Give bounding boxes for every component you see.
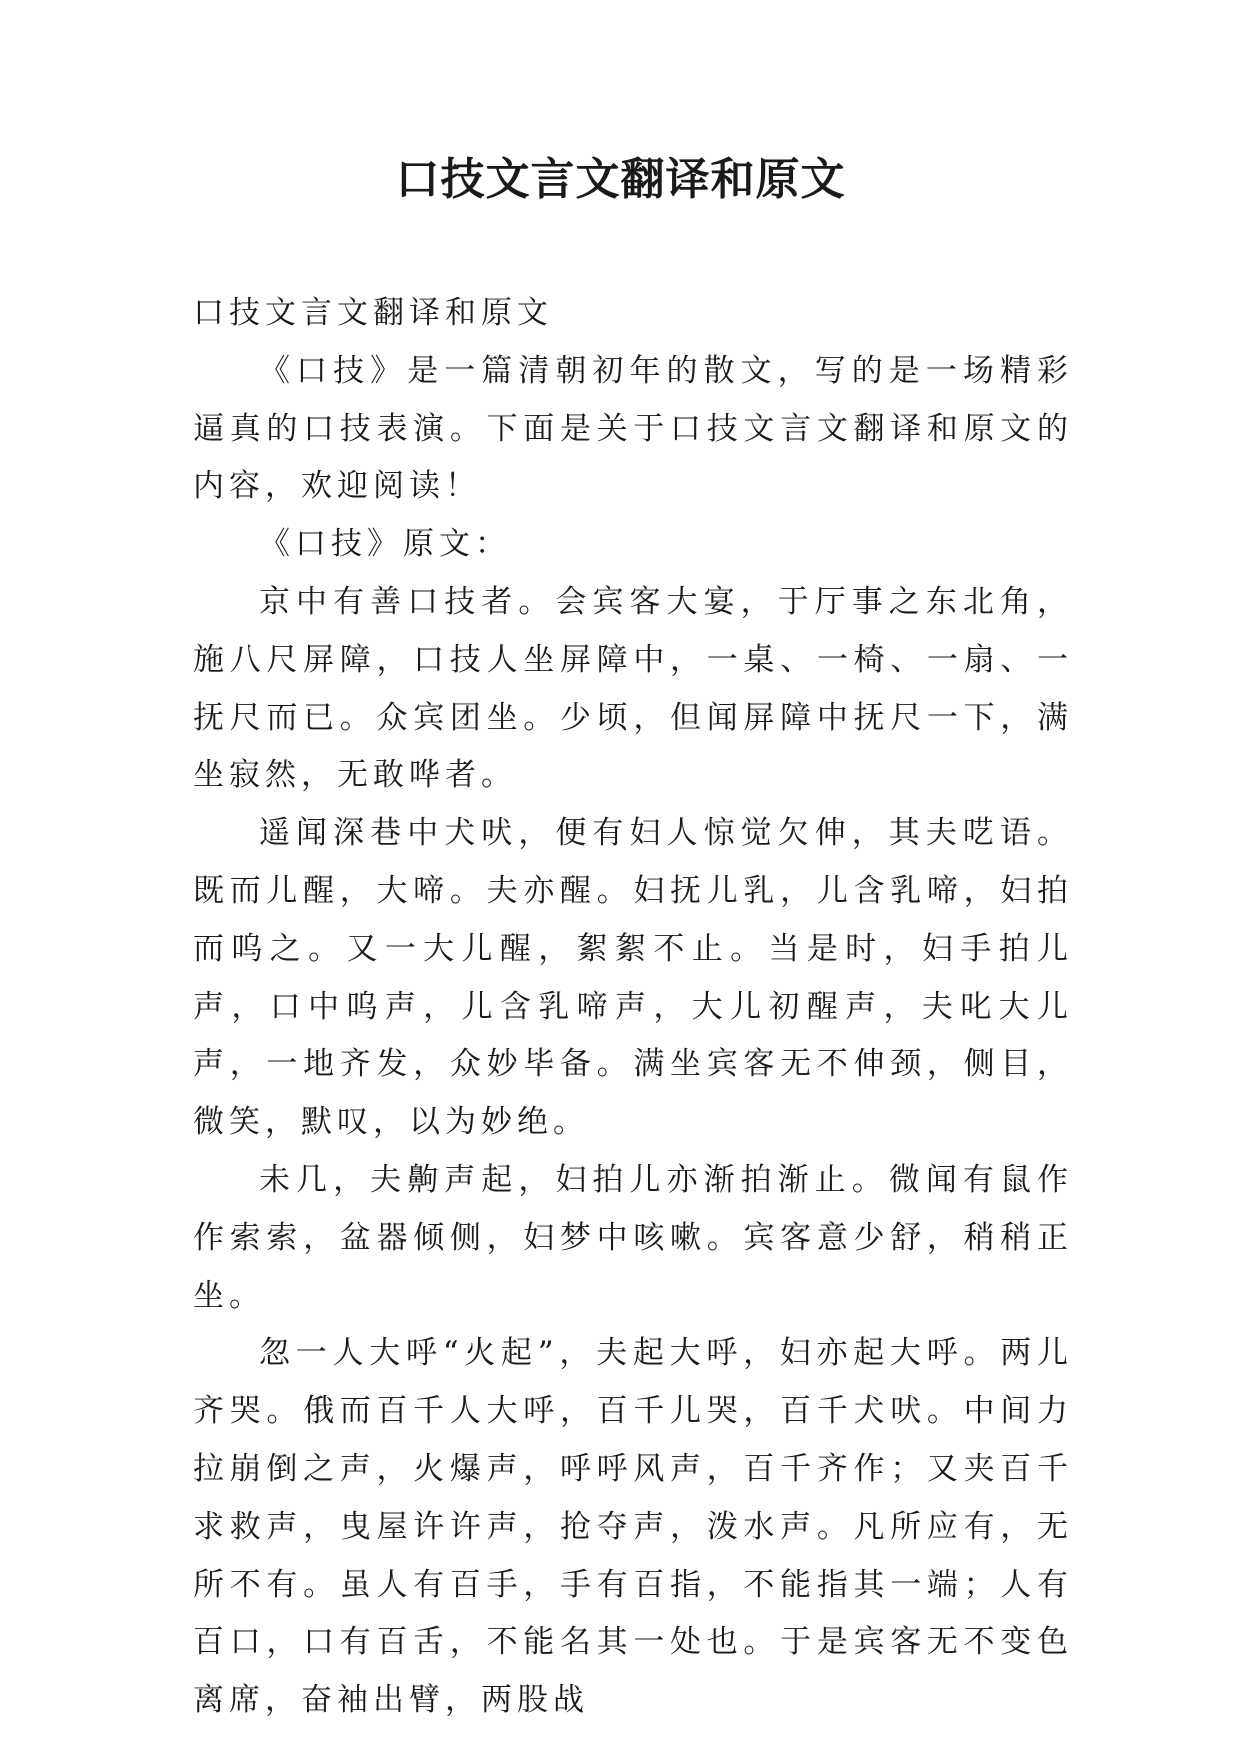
paragraph-original-1: 京中有善口技者。会宾客大宴，于厅事之东北角，施八尺屏障，口技人坐屏障中，一桌、一椅、一扇、一抚尺而已。众宾团坐。少顷，但闻屏障中抚尺一下，满坐寂然，无敢哗者。 (193, 583, 1073, 794)
document-body (193, 285, 1073, 1730)
paragraph-original-2: 遥闻深巷中犬吠，便有妇人惊觉欠伸，其夫呓语。既而儿醒，大啼。夫亦醒。妇抚儿乳，儿含乳啼，妇拍而呜之。又一大儿醒，絮絮不止。当是时，妇手拍儿声，口中呜声，儿含乳啼声，大儿初醒声，夫叱大儿声，一地齐发，众妙毕备。满坐宾客无不伸颈，侧目，微笑，默叹，以为妙绝。 (193, 815, 1073, 1141)
paragraph-intro: 《口技》是一篇清朝初年的散文，写的是一场精彩逼真的口技表演。下面是关于口技文言文翻译和原文的内容，欢迎阅读！ (193, 352, 1073, 505)
paragraph-original-4: 忽一人大呼“火起”，夫起大呼，妇亦起大呼。两儿齐哭。俄而百千人大呼，百千儿哭，百千犬吠。中间力拉崩倒之声，火爆声，呼呼风声，百千齐作；又夹百千求救声，曳屋许许声，抢夺声，泼水声。凡所应有，无所不有。虽人有百手，手有百指，不能指其一端；人有百口，口有百舌，不能名其一处也。于是宾客无不变色离席，奋袖出臂，两股战 (193, 1335, 1073, 1719)
paragraph-original-label: 《口技》原文： (259, 526, 511, 563)
document-title: 口技文言文翻译和原文 (395, 154, 846, 205)
paragraph-heading: 口技文言文翻译和原文 (193, 295, 553, 331)
paragraph-original-3: 未几，夫齁声起，妇拍儿亦渐拍渐止。微闻有鼠作作索索，盆器倾侧，妇梦中咳嗽。宾客意少舒，稍稍正坐。 (193, 1161, 1073, 1314)
